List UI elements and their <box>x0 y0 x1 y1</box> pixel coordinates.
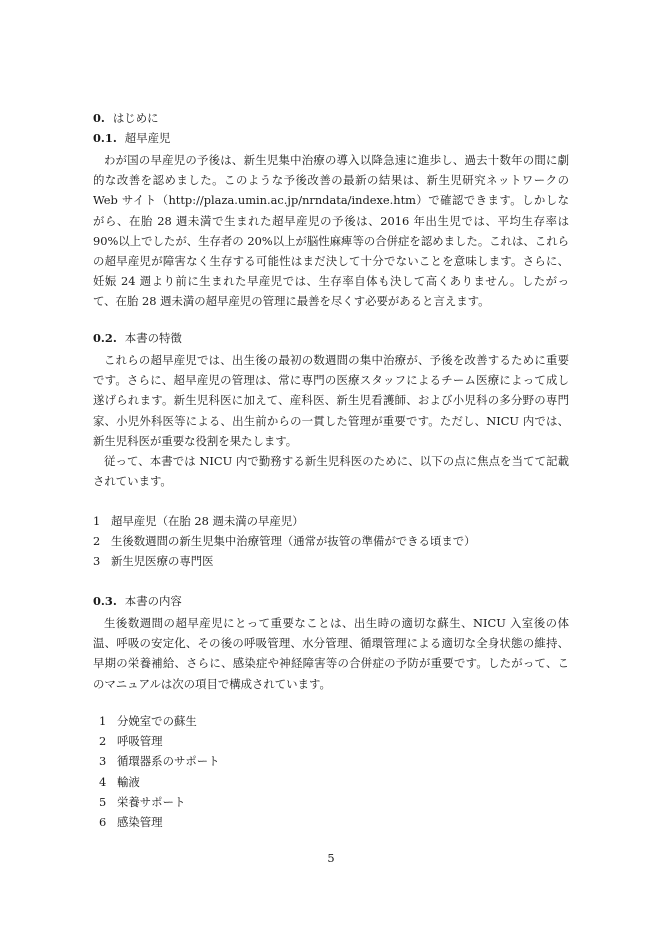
list-text: 栄養サポート <box>117 794 186 809</box>
section-title: 本書の内容 <box>124 594 182 608</box>
section-heading-0-2 <box>93 328 569 348</box>
section-heading-0-1 <box>93 128 569 148</box>
contents-list <box>93 711 569 832</box>
list-text: 生後数週間の新生児集中治療管理（通常が抜管の準備ができる頃まで） <box>111 534 476 549</box>
paragraph: 従って、本書では NICU 内で勤務する新生児科医のために、以下の点に焦点を当てて記載されています。 <box>93 454 569 489</box>
list-number: 2 <box>93 534 101 549</box>
section-0-2-body <box>93 350 569 491</box>
list-text: 超早産児（在胎 28 週未満の早産児） <box>111 514 304 528</box>
paragraph: わが国の早産児の予後は、新生児集中治療の導入以降急速に進歩し、過去十数年の間に劇的な改善を認めました。このような予後改善の最新の結果は、新生児研究ネットワークの Web サイト（http://plaza.umin.ac.jp/nrndata/indexe.htm）で確認できます。しかしながら、在胎 28 週未満で生まれた超早産児の予後は、2016 年出生児では、平均生存率は 90%以上でしたが、生存者の 20%以上が脳性麻痺等の合併症を認めました。これは、これらの超早産児が障害なく生存する可能性はまだ決して十分でないことを意味します。さらに、妊娠 24 週より前に生まれた早産児では、生存率自体も決して高くありません。したがって、在胎 28 週未満の超早産児の管理に最善を尽くす必要があると言えます。 <box>93 153 569 309</box>
paragraph: これらの超早産児では、出生後の最初の数週間の集中治療が、予後を改善するために重要です。さらに、超早産児の管理は、常に専門の医療スタッフによるチーム医療によって成し遂げられます。新生児科医に加えて、産科医、新生児看護師、および小児科の多分野の専門家、小児外科医等による、出生前からの一貫した管理が重要です。ただし、NICU 内では、新生児科医が重要な役割を果たします。 <box>93 353 569 448</box>
list-item <box>93 812 569 832</box>
section-number: 0.1. <box>93 131 117 145</box>
section-0-3-body <box>93 613 569 694</box>
list-text: 分娩室での蘇生 <box>117 714 197 728</box>
section-title: はじめに <box>112 111 159 125</box>
list-number: 4 <box>99 774 107 789</box>
section-title: 超早産児 <box>124 131 171 145</box>
focus-list <box>93 511 569 572</box>
list-item <box>93 551 569 571</box>
section-0-1-body <box>93 150 569 312</box>
list-item <box>93 772 569 792</box>
section-heading-0-3 <box>93 591 569 611</box>
list-number: 1 <box>99 714 107 728</box>
section-number: 0.2. <box>93 331 117 345</box>
list-item <box>93 751 569 771</box>
list-item <box>93 731 569 751</box>
paragraph: 生後数週間の超早産児にとって重要なことは、出生時の適切な蘇生、NICU 入室後の体温、呼吸の安定化、その後の呼吸管理、水分管理、循環管理による適切な全身状態の維持、早期の栄養補給、さらに、感染症や神経障害等の合併症の予防が重要です。したがって、このマニュアルは次の項目で構成されています。 <box>93 616 569 691</box>
section-number: 0. <box>93 111 105 125</box>
list-item <box>93 792 569 812</box>
list-number: 1 <box>93 514 101 528</box>
page-number: 5 <box>327 851 335 865</box>
list-text: 循環器系のサポート <box>117 754 220 769</box>
list-number: 6 <box>99 815 107 830</box>
list-text: 感染管理 <box>117 815 163 830</box>
list-number: 3 <box>99 754 107 769</box>
list-item <box>93 511 569 531</box>
list-number: 3 <box>93 554 101 569</box>
list-number: 5 <box>99 794 107 809</box>
list-text: 輸液 <box>117 774 140 789</box>
list-text: 新生児医療の専門医 <box>111 554 214 569</box>
list-item <box>93 711 569 731</box>
section-title: 本書の特徴 <box>124 331 182 345</box>
section-heading-0 <box>93 108 569 128</box>
list-number: 2 <box>99 734 107 749</box>
list-text: 呼吸管理 <box>117 734 163 749</box>
list-item <box>93 531 569 551</box>
section-number: 0.3. <box>93 594 117 608</box>
